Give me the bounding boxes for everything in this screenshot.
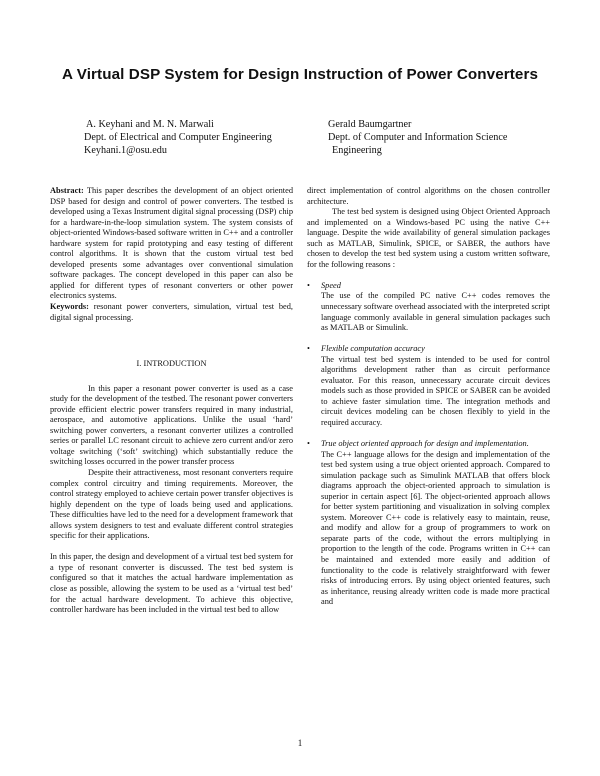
intro-paragraph-2: Despite their attractiveness, most resonant converters require complex control circuitry and timing requirements. Moreover, the control strategy employed to achieve certain power transfer objectives is highly dependent on the type of loads being used and applications. These difficulties have led to the need for a development framework that allows system designers to test and evaluate different control strategies specific for their applications. [50, 468, 293, 541]
author-names: A. Keyhani and M. N. Marwali [86, 119, 214, 130]
bullet-text: The C++ language allows for the design and implementation of the test bed system using a true object oriented approach. Compared to simulation package such as Simulink MATLAB that offers block diagrams approach the object-oriented approach to simulation is superior in certain aspect [6]. The object-oriented approach allows for better system partitioning and visualization in solving complex system. Moreover C++ code is relatively easy to maintain, reuse, and modify and allow for a group of programmers to work on separate parts of the code, without the errors multiplying in proportion to the length of the code. Programs written in C++ can be maintained and extended more easily and addition of functionality to the code is relatively straightforward with fewer risks of introducing errors. By using object oriented features, such as inheritance, reusing already written code is made more practical and [321, 449, 550, 607]
bullet-item-speed [307, 281, 550, 334]
right-paragraph-1: direct implementation of control algorithms on the chosen controller architecture. [307, 186, 550, 206]
author-block-right [328, 118, 507, 158]
author-school: Engineering [332, 145, 382, 157]
bullet-text: The virtual test bed system is intended to be used for control algorithms development rather than as circuit performance evaluator. For this reason, unnecessary accurate circuit devices models such as those provided in SPICE or SABER can be avoided to achieve faster simulation time. The integration methods and circuit devices modeling can be chosen flexibly to yield in the required accuracy. [321, 354, 550, 427]
right-paragraph-2: The test bed system is designed using Object Oriented Approach and implemented on a Windows-based PC using the native C++ language. Despite the wide availability of general simulation packages such as MATLAB, Simulink, SPICE, or SABER, the authors have chosen to develop the test bed system using a custom written software, for the following reasons : [307, 207, 550, 269]
bullet-item-accuracy [307, 344, 550, 428]
abstract [50, 186, 293, 302]
author-department: Dept. of Computer and Information Science [328, 132, 508, 144]
author-department: Dept. of Electrical and Computer Engineering [84, 132, 272, 144]
bullet-icon: • [307, 280, 310, 290]
author-name: Gerald Baumgartner [328, 119, 412, 130]
keywords-text: resonant power converters, simulation, virtual test bed, digital signal processing. [50, 302, 293, 322]
bullet-text: The use of the compiled PC native C++ codes removes the unnecessary software overhead associated with the interpreted script language commonly available in general simulation packages such as MATLAB or Simulink. [321, 291, 550, 333]
bullet-item-object-oriented [307, 439, 550, 608]
intro-paragraph-3: In this paper, the design and development of a virtual test bed system for a type of resonant converter is discussed. The test bed system is configured so that it matches the actual hardware implementation as close as possible, allowing the system to be used as a ‘virtual test bed’ for the actual hardware development. To achieve this objective, controller hardware has been included in the virtual test bed to allow [50, 552, 293, 615]
right-column [307, 186, 550, 608]
keywords-label: Keywords: [50, 302, 89, 312]
page-number: 1 [297, 738, 303, 748]
bullet-heading: Flexible computation accuracy [321, 344, 425, 354]
bullet-icon: • [307, 344, 310, 354]
author-block-left [84, 118, 272, 158]
left-column [50, 186, 293, 616]
bullet-heading: Speed [321, 280, 341, 290]
bullet-heading: True object oriented approach for design and implementation. [321, 438, 529, 448]
bullet-icon: • [307, 438, 310, 448]
intro-paragraph-1: In this paper a resonant power converter is used as a case study for the development of the testbed. The resonant power converters provide efficient electric power transfers required in many industrial, aerospace, and automotive applications. Unlike the usual ‘hard’ switching power converters, a resonant converter utilizes a controlled series or parallel LC resonant circuit to achieve zero current and/or zero voltage switching (‘soft’ switching) which substantially reduce the switching losses occurred in the power transfer process [50, 383, 293, 467]
paper-title: A Virtual DSP System for Design Instruction of Power Converters [61, 66, 539, 83]
abstract-label: Abstract: [50, 186, 84, 195]
abstract-text: This paper describes the development of an object oriented DSP based for design and control of power converters. The testbed is developed using a Texas Instrument digital signal processing (DSP) chip for a hardware-in-the-loop simulation system. The system consists of object-oriented Windows-based software written in C++ and a controller hardware system for rapid prototyping and easy testing of different control algorithms. It is shown that the custom virtual test bed developed presents some advantages over conventional simulation software packages. The concept developed in this paper can also be applied for different types of resonant converters or other power electronics systems. [50, 186, 293, 301]
section-heading-introduction: I. INTRODUCTION [136, 359, 207, 369]
keywords [50, 302, 293, 323]
author-email: Keyhani.1@osu.edu [84, 145, 167, 157]
